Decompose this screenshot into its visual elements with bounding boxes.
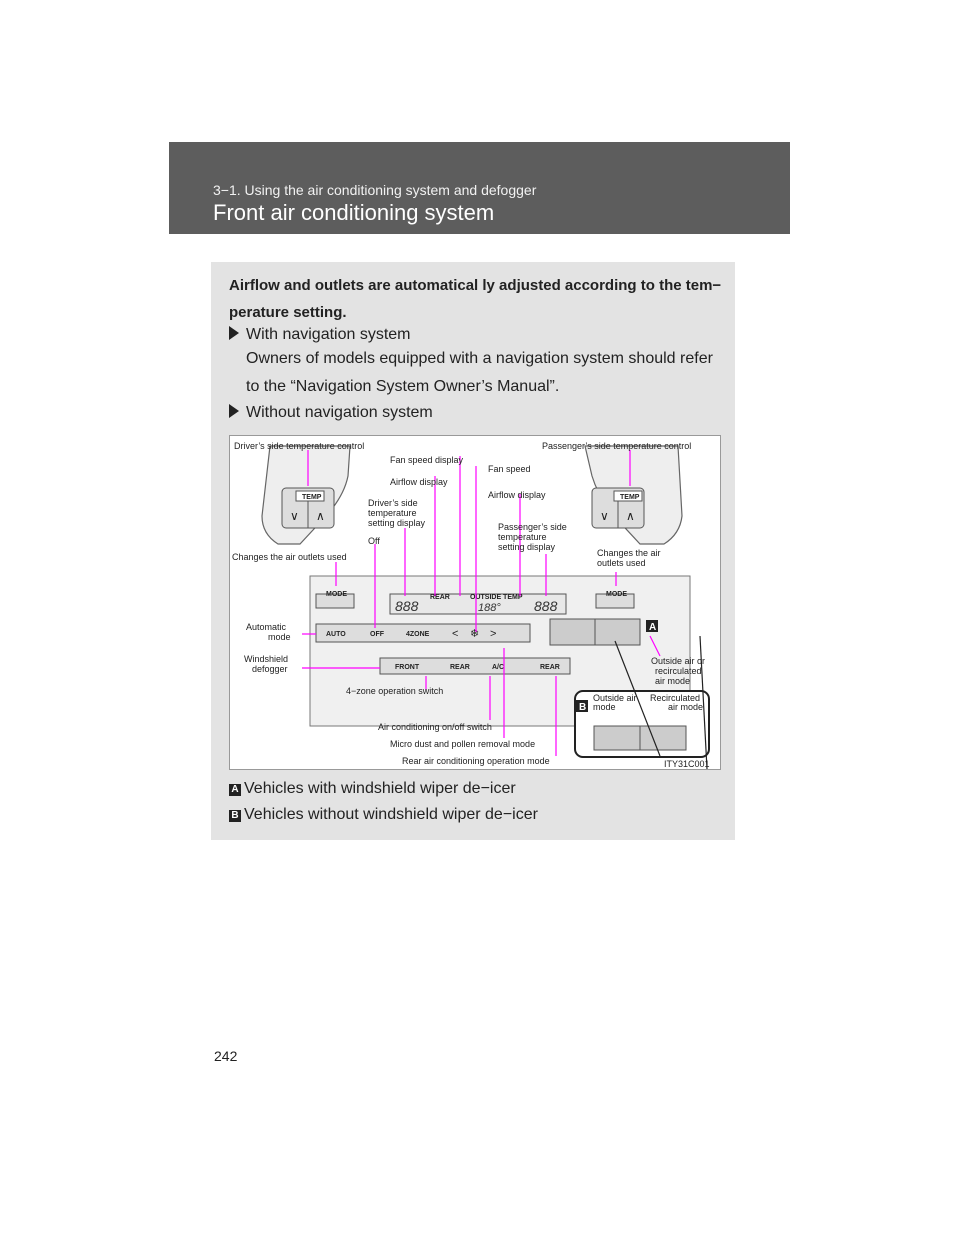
diagram-svg bbox=[230, 436, 720, 769]
fan-up-icon[interactable]: > bbox=[490, 628, 497, 640]
label-driver-temp-control: Driver’s side temperature control bbox=[234, 441, 365, 451]
label-passenger-temp-control: Passenger’s side temperature control bbox=[542, 441, 692, 451]
lcd-outside-label: OUTSIDE TEMP bbox=[470, 594, 523, 601]
lcd-rear-label: REAR bbox=[430, 594, 450, 601]
bullet-with-navigation bbox=[229, 326, 411, 344]
legend-b bbox=[229, 806, 538, 824]
control-panel-figure bbox=[229, 435, 721, 770]
label-driver-temp-display: temperature bbox=[368, 508, 417, 518]
arrow-icon bbox=[229, 326, 239, 340]
label-outside-recirc: air mode bbox=[655, 676, 691, 686]
fan-icon: ❄ bbox=[470, 628, 480, 640]
intro-text: Airflow and outlets are automatical ly adjusted according to the tem− perature setting. bbox=[229, 277, 722, 321]
rear-ac-button[interactable]: REAR bbox=[540, 664, 560, 671]
label-rear-ac-mode: Rear air conditioning operation mode bbox=[402, 756, 550, 766]
label-recirculated-mode: Recirculated bbox=[650, 693, 701, 703]
page-number: 242 bbox=[214, 1048, 238, 1064]
label-airflow-display-left: Airflow display bbox=[390, 477, 448, 487]
page-title: Front air conditioning system bbox=[213, 200, 495, 225]
legend-b-text: Vehicles without windshield wiper de−icer bbox=[244, 806, 538, 823]
temp-label: TEMP bbox=[620, 494, 640, 501]
bullet-label: Without navigation system bbox=[246, 404, 433, 421]
label-change-outlets-right: outlets used bbox=[597, 558, 646, 568]
arrow-icon bbox=[229, 404, 239, 418]
legend-a-text: Vehicles with windshield wiper de−icer bbox=[244, 780, 516, 797]
rear-defogger-button[interactable]: REAR bbox=[450, 664, 470, 671]
label-passenger-temp-display: temperature bbox=[498, 532, 547, 542]
label-passenger-temp-display: Passenger’s side bbox=[498, 522, 567, 532]
badge-a: A bbox=[229, 784, 241, 796]
up-chevron-icon: ∧ bbox=[316, 509, 325, 523]
bullet-without-navigation bbox=[229, 404, 433, 422]
4zone-button[interactable]: 4ZONE bbox=[406, 631, 430, 638]
badge-b-label: B bbox=[579, 702, 587, 713]
label-outside-recirc: recirculated bbox=[655, 666, 702, 676]
temp-label: TEMP bbox=[302, 494, 322, 501]
legend-a bbox=[229, 780, 516, 798]
page-header bbox=[169, 142, 790, 234]
label-passenger-temp-display: setting display bbox=[498, 542, 556, 552]
label-4zone-switch: 4−zone operation switch bbox=[346, 686, 444, 696]
label-ac-switch: Air conditioning on/off switch bbox=[378, 722, 492, 732]
up-chevron-icon: ∧ bbox=[626, 509, 635, 523]
label-outside-recirc: Outside air or bbox=[651, 656, 706, 666]
label-micro-dust: Micro dust and pollen removal mode bbox=[390, 739, 536, 749]
lcd-passenger-temp: 888 bbox=[534, 598, 558, 614]
badge-b: B bbox=[229, 810, 241, 822]
label-windshield-defogger: Windshield bbox=[244, 654, 289, 664]
mode-label-right: MODE bbox=[606, 591, 627, 598]
label-fan-speed: Fan speed bbox=[488, 464, 531, 474]
mode-label-left: MODE bbox=[326, 591, 347, 598]
down-chevron-icon: ∨ bbox=[600, 509, 609, 523]
lcd-outside-temp: 188° bbox=[478, 602, 501, 614]
navigation-note: Owners of models equipped with a navigation system should refer to the “Navigation System Owner’s Manual”. bbox=[246, 350, 713, 395]
label-windshield-defogger: defogger bbox=[252, 664, 288, 674]
label-driver-temp-display: Driver’s side bbox=[368, 498, 418, 508]
label-driver-temp-display: setting display bbox=[368, 518, 426, 528]
label-fan-speed-display: Fan speed display bbox=[390, 455, 464, 465]
label-automatic-mode: Automatic bbox=[246, 622, 287, 632]
label-outside-air-mode: Outside air bbox=[593, 693, 637, 703]
label-change-outlets-left: Changes the air outlets used bbox=[232, 552, 347, 562]
off-button[interactable]: OFF bbox=[370, 631, 384, 638]
down-chevron-icon: ∨ bbox=[290, 509, 299, 523]
section-title: 3−1. Using the air conditioning system and defogger bbox=[213, 182, 537, 198]
figure-code: ITY31C001 bbox=[664, 759, 710, 769]
label-automatic-mode: mode bbox=[268, 632, 291, 642]
badge-a-label: A bbox=[649, 622, 657, 633]
front-defogger-button[interactable]: FRONT bbox=[395, 664, 420, 671]
fan-down-icon[interactable]: < bbox=[452, 628, 459, 640]
label-recirculated-mode: air mode bbox=[668, 702, 704, 712]
auto-button[interactable]: AUTO bbox=[326, 631, 346, 638]
label-airflow-display-right: Airflow display bbox=[488, 490, 546, 500]
label-off: Off bbox=[368, 536, 380, 546]
lcd-driver-temp: 888 bbox=[395, 598, 419, 614]
label-change-outlets-right: Changes the air bbox=[597, 548, 661, 558]
ac-button[interactable]: A/C bbox=[492, 664, 505, 671]
bullet-label: With navigation system bbox=[246, 326, 411, 343]
label-outside-air-mode: mode bbox=[593, 702, 616, 712]
